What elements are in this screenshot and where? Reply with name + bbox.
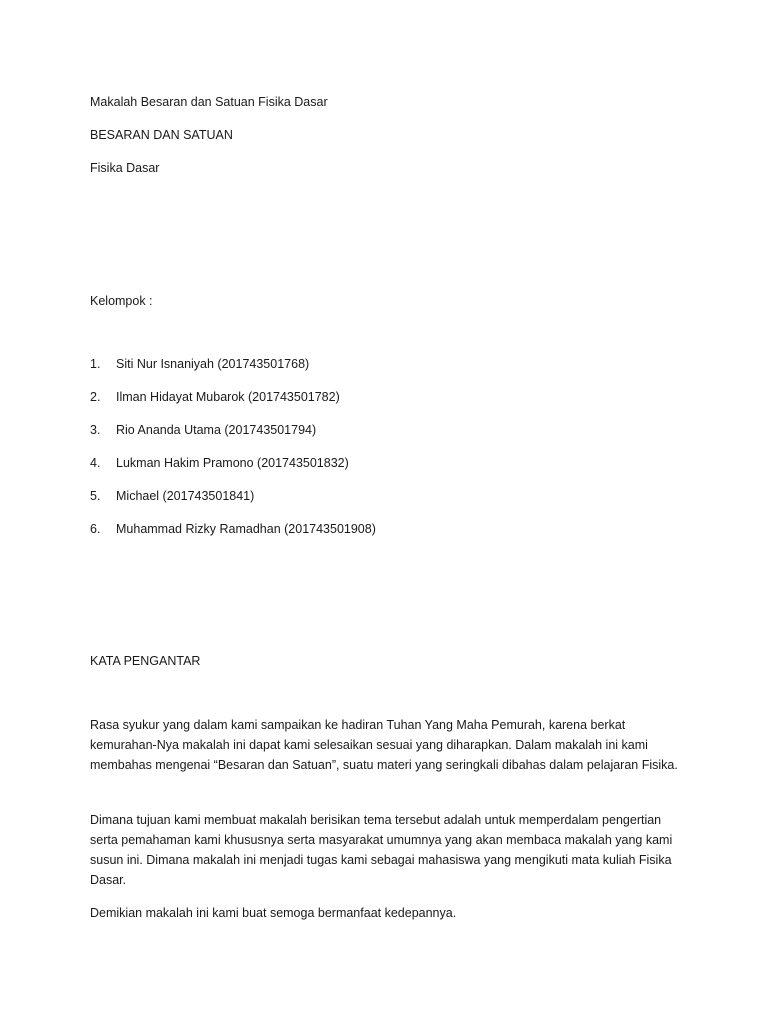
- member-name: Ilman Hidayat Mubarok (201743501782): [116, 390, 340, 404]
- member-name: Rio Ananda Utama (201743501794): [116, 423, 317, 437]
- list-number: 3.: [90, 423, 101, 437]
- paragraph: Rasa syukur yang dalam kami sampaikan ke hadiran Tuhan Yang Maha Pemurah, karena berkat kemurahan-Nya makalah ini dapat kami selesaikan sesuai yang diharapkan. Dalam makalah ini kami membahas mengenai “Besaran dan Satuan”, suatu materi yang seringkali dibahas dalam pelajaran Fisika.: [90, 718, 678, 772]
- member-name: Muhammad Rizky Ramadhan (201743501908): [116, 522, 376, 536]
- list-item: [90, 490, 254, 503]
- paragraph: Demikian makalah ini kami buat semoga bermanfaat kedepannya.: [90, 906, 457, 920]
- list-number: 2.: [90, 390, 101, 404]
- list-item: [90, 523, 376, 536]
- subject-line: Fisika Dasar: [90, 161, 160, 175]
- title-caps: BESARAN DAN SATUAN: [90, 128, 233, 142]
- list-number: 1.: [90, 357, 101, 371]
- list-number: 6.: [90, 522, 101, 536]
- list-number: 5.: [90, 489, 101, 503]
- section-heading: KATA PENGANTAR: [90, 654, 201, 668]
- paragraph: Dimana tujuan kami membuat makalah berisikan tema tersebut adalah untuk memperdalam pengertian serta pemahaman kami khususnya serta masyarakat umumnya yang akan membaca makalah yang kami susun ini. Dimana makalah ini menjadi tugas kami sebagai mahasiswa yang mengikuti mata kuliah Fisika Dasar.: [90, 813, 673, 887]
- list-item: [90, 424, 316, 437]
- list-number: 4.: [90, 456, 101, 470]
- document-title: Makalah Besaran dan Satuan Fisika Dasar: [90, 95, 328, 109]
- member-name: Michael (201743501841): [116, 489, 255, 503]
- member-name: Siti Nur Isnaniyah (201743501768): [116, 357, 310, 371]
- group-label: Kelompok :: [90, 294, 153, 308]
- list-item: [90, 457, 349, 470]
- member-name: Lukman Hakim Pramono (201743501832): [116, 456, 349, 470]
- list-item: [90, 391, 340, 404]
- list-item: [90, 358, 309, 371]
